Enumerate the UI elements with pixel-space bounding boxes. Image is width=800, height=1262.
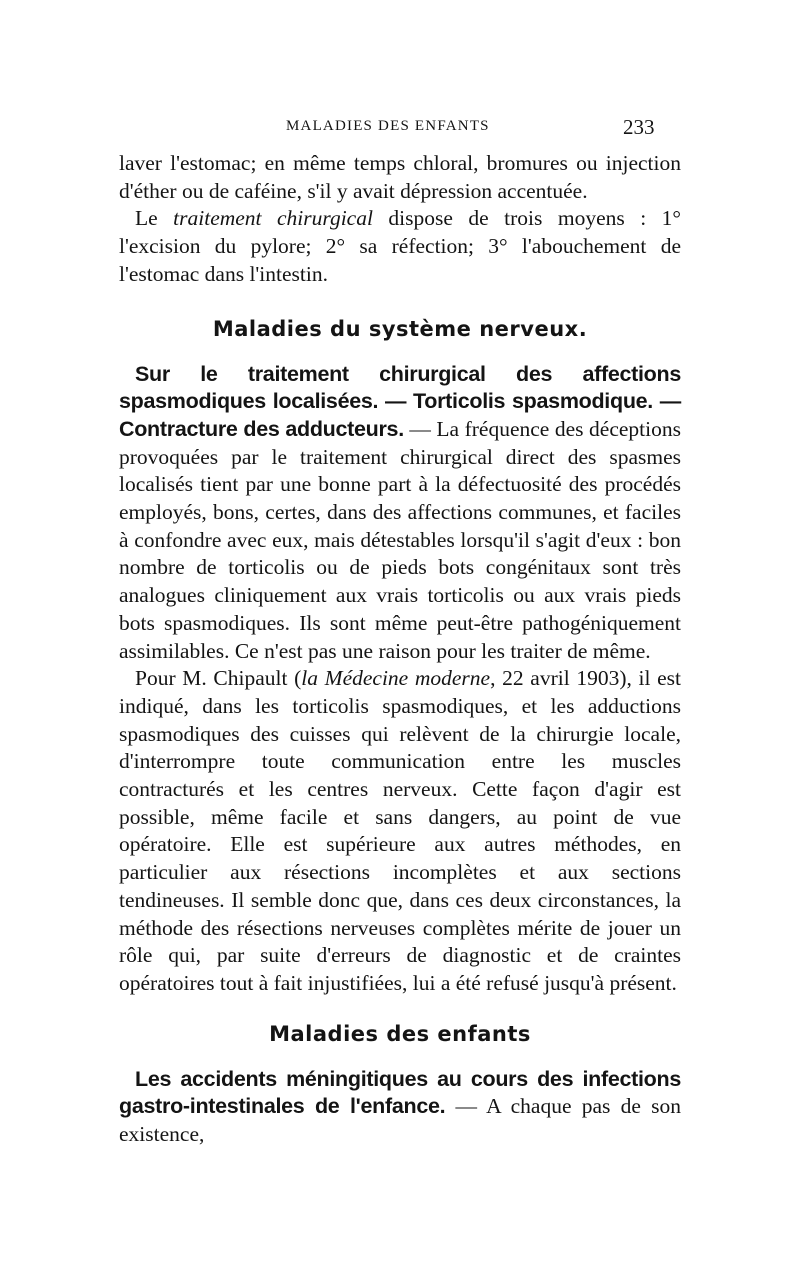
emphasis-medecine-moderne: la Médecine moderne xyxy=(301,666,491,691)
section-heading-enfants: Maladies des enfants xyxy=(269,1021,531,1046)
article-title-torticolis: Sur le traitement chirurgical des affections spasmodiques localisées. — Torticolis spasmodique. — Contracture des adducteurs. xyxy=(119,361,681,441)
paragraph-intro-1 xyxy=(119,150,681,205)
paragraph-text: — A chaque pas de son existence, xyxy=(119,1094,681,1147)
running-header xyxy=(0,116,800,146)
paragraph-text: laver l'estomac; en même temps chloral, bromures ou injection d'éther ou de caféine, s'il y avait dépression accentuée. xyxy=(119,151,681,203)
paragraph-text: — La fréquence des déceptions provoquées par le traitement chirurgical direct des spasmes localisés tient par une bonne part à la défectuosité des procédés employés, bons, certes, dans des affections communes, et faciles à confondre avec eux, mais détestables lorsqu'il s'agit d'eux : bon nombre de torticolis ou de pieds bots congénitaux sont très analogues cliniquement aux vrais torticolis ou aux vrais pieds bots spasmodiques. Ils sont même peut-être pathogéniquement assimilables. Ce n'est pas une raison pour les traiter de même. xyxy=(119,416,681,663)
emphasis-traitement-chirurgical: traitement chirurgical xyxy=(173,206,373,231)
page-body xyxy=(119,150,681,1149)
paragraph-text: , 22 avril 1903), il est indiqué, dans les torticolis spasmodiques, et les adductions spasmodiques des cuisses qui relèvent de la chirurgie locale, d'interrompre toute communication entre les muscles contracturés et les centres nerveux. Cette façon d'agir est possible, même facile et sans dangers, au point de vue opératoire. Elle est supérieure aux autres méthodes, en particulier aux résections incomplètes et aux sections tendineuses. Il semble donc que, dans ces deux circonstances, la méthode des résections nerveuses complètes mérite de jouer un rôle qui, par suite d'erreurs de diagnostic et de craintes opératoires tout à fait injustifiées, lui a été refusé jusqu'à présent. xyxy=(119,666,681,995)
paragraph-nerveux-1 xyxy=(119,361,681,666)
running-title: MALADIES DES ENFANTS xyxy=(286,118,490,134)
paragraph-enfants-1 xyxy=(119,1066,681,1149)
paragraph-intro-2 xyxy=(119,205,681,288)
paragraph-nerveux-2 xyxy=(119,665,681,997)
page-number: 233 xyxy=(623,115,655,139)
section-heading-nerveux: Maladies du système nerveux. xyxy=(212,316,588,341)
article-title-accidents-meningitiques: Les accidents méningitiques au cours des infections gastro-intestinales de l'enfance. xyxy=(119,1066,681,1119)
paragraph-prefix: Le xyxy=(135,206,174,231)
paragraph-prefix: Pour M. Chipault ( xyxy=(135,666,302,691)
paragraph-text: dispose de trois moyens : 1° l'excision du pylore; 2° sa réfection; 3° l'abouchement de l'estomac dans l'intestin. xyxy=(119,206,681,286)
